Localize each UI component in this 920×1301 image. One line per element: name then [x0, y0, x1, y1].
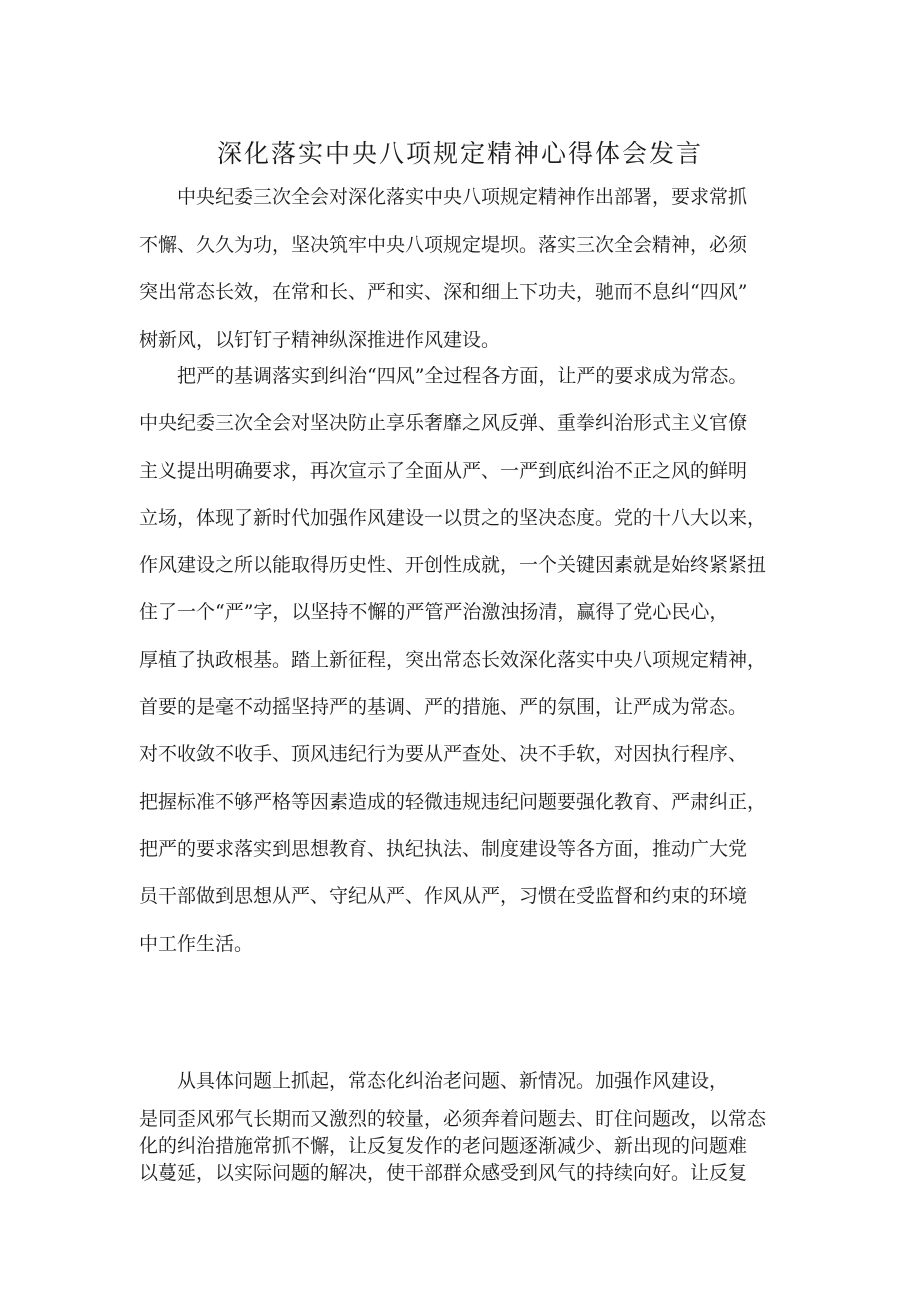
text-line: 住了一个“严”字，以坚持不懈的严管严治激浊扬清，赢得了党心民心，	[139, 601, 729, 624]
text-line: 树新风，以钉钉子精神纵深推进作风建设。	[139, 328, 501, 351]
text-line: 把握标准不够严格等因素造成的轻微违规违纪问题要强化教育、严肃纠正，	[139, 790, 767, 813]
text-line: 主义提出明确要求，再次宣示了全面从严、一严到底纠治不正之风的鲜明	[139, 459, 748, 482]
text-line: 立场，体现了新时代加强作风建设一以贯之的坚决态度。党的十八大以来，	[139, 506, 767, 529]
paragraph-3	[139, 1058, 791, 1105]
text-line: 从具体问题上抓起，常态化纠治老问题、新情况。加强作风建设，	[139, 1070, 729, 1092]
text-line: 把严的要求落实到思想教育、执纪执法、制度建设等各方面，推动广大党	[139, 837, 748, 860]
text-line: 中央纪委三次全会对坚决防止享乐奢靡之风反弹、重拳纠治形式主义官僚	[139, 412, 748, 435]
text-line: 以蔓延，以实际问题的解决，使干部群众感受到风气的持续向好。让反复	[139, 1162, 748, 1184]
text-line: 化的纠治措施常抓不懈，让反复发作的老问题逐渐减少、新出现的问题难	[139, 1135, 748, 1157]
text-line: 对不收敛不收手、顶风违纪行为要从严查处、决不手软，对因执行程序、	[139, 743, 748, 766]
text-line: 首要的是毫不动摇坚持严的基调、严的措施、严的氛围，让严成为常态。	[139, 696, 748, 719]
text-line: 中央纪委三次全会对深化落实中央八项规定精神作出部署，要求常抓	[139, 186, 748, 208]
document-title: 深化落实中央八项规定精神心得体会发言	[216, 139, 703, 168]
text-line: 把严的基调落实到纠治“四风”全过程各方面，让严的要求成为常态。	[139, 365, 748, 387]
paragraph-2	[139, 353, 791, 968]
text-line: 不懈、久久为功，坚决筑牢中央八项规定堤坝。落实三次全会精神，必须	[139, 233, 748, 256]
text-line: 中工作生活。	[139, 932, 254, 955]
text-line: 作风建设之所以能取得历史性、开创性成就，一个关键因素就是始终紧紧扭	[139, 554, 767, 577]
paragraph-1	[139, 174, 791, 364]
text-line: 突出常态长效，在常和长、严和实、深和细上下功夫，驰而不息纠“四风”	[139, 281, 748, 303]
text-line: 是同歪风邪气长期而又激烈的较量，必须奔着问题去、盯住问题改，以常态	[139, 1108, 767, 1130]
text-line: 员干部做到思想从严、守纪从严、作风从严，习惯在受监督和约束的环境	[139, 885, 748, 908]
paragraph-4	[139, 1106, 791, 1187]
text-line: 厚植了执政根基。踏上新征程，突出常态长效深化落实中央八项规定精神，	[139, 648, 767, 671]
